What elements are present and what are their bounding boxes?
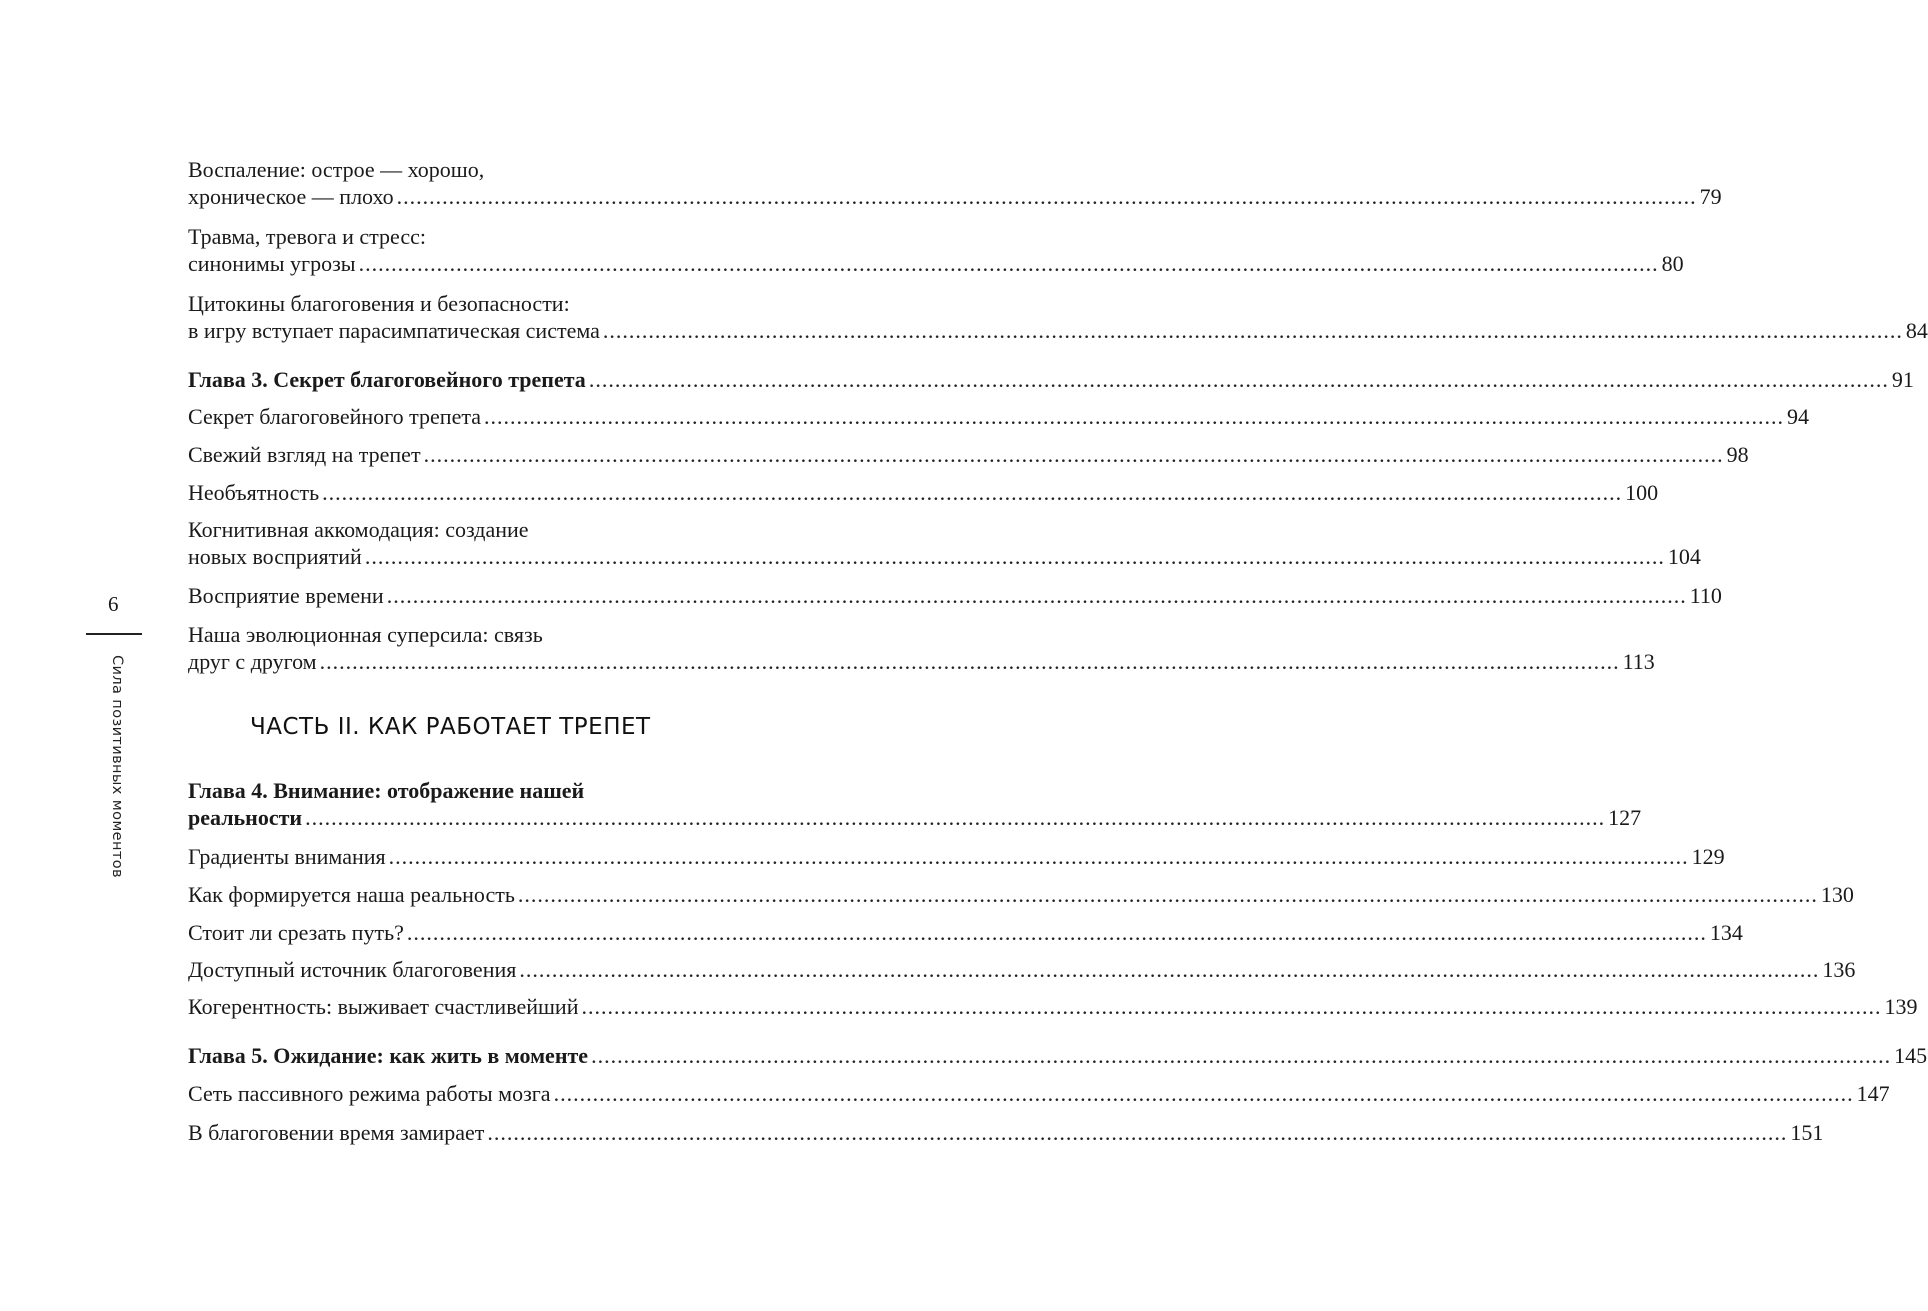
toc-entry <box>188 919 1743 946</box>
dot-leader: ........................................................................................................................................................................................................ <box>388 844 1689 869</box>
toc-entry-title: Необъятность <box>188 480 320 505</box>
dot-leader: ........................................................................................................................................................................................................ <box>588 367 1889 392</box>
dot-leader: ........................................................................................................................................................................................................ <box>553 1081 1854 1106</box>
toc-entry-line: Когнитивная аккомодация: создание <box>188 517 529 542</box>
toc-page-number: 136 <box>1822 957 1856 982</box>
toc-page-number: 100 <box>1625 480 1659 505</box>
toc-page-number: 104 <box>1667 544 1701 569</box>
dot-leader: ........................................................................................................................................................................................................ <box>358 251 1659 276</box>
dot-leader: ........................................................................................................................................................................................................ <box>591 1043 1892 1068</box>
toc-page-number: 139 <box>1884 994 1918 1019</box>
toc-page-number: 98 <box>1726 442 1749 467</box>
toc-entry <box>188 843 1725 870</box>
dot-leader: ........................................................................................................................................................................................................ <box>519 957 1820 982</box>
toc-entry-title: Свежий взгляд на трепет <box>188 442 421 467</box>
toc-entry-title: В благоговении время замирает <box>188 1120 485 1145</box>
dot-leader: ........................................................................................................................................................................................................ <box>396 184 1697 209</box>
toc-entry <box>188 881 1854 908</box>
toc-entry <box>188 479 1659 506</box>
margin-rule <box>86 633 142 635</box>
toc-entry <box>188 1119 1824 1146</box>
dot-leader: ........................................................................................................................................................................................................ <box>406 920 1707 945</box>
toc-entry-line: Травма, тревога и стресс: <box>188 224 426 249</box>
dot-leader: ........................................................................................................................................................................................................ <box>484 404 1784 429</box>
dot-leader: ........................................................................................................................................................................................................ <box>319 649 1620 674</box>
toc-chapter-entry <box>188 777 1642 831</box>
toc-page-number: 113 <box>1622 649 1655 674</box>
toc-entry-title: хроническое — плохо <box>188 184 394 209</box>
toc-entry-title: реальности <box>188 805 303 830</box>
toc-entry <box>188 290 1928 344</box>
toc-entry <box>188 956 1856 983</box>
toc-entry-title: в игру вступает парасимпатическая система <box>188 318 600 343</box>
dot-leader: ........................................................................................................................................................................................................ <box>487 1120 1788 1145</box>
part-heading: ЧАСТЬ II. КАК РАБОТАЕТ ТРЕПЕТ <box>250 714 651 740</box>
toc-entry-title: друг с другом <box>188 649 317 674</box>
dot-leader: ........................................................................................................................................................................................................ <box>423 442 1724 467</box>
toc-page-number: 94 <box>1787 404 1809 429</box>
toc-entry-title: Градиенты внимания <box>188 844 386 869</box>
toc-page-number: 129 <box>1691 844 1725 869</box>
toc-entry <box>188 223 1684 277</box>
toc-entry <box>188 516 1701 570</box>
toc-page-number: 147 <box>1856 1081 1890 1106</box>
toc-entry-title: Когерентность: выживает счастливейший <box>188 994 579 1019</box>
toc-page-number: 151 <box>1790 1120 1824 1145</box>
toc-page-number: 145 <box>1894 1043 1928 1068</box>
toc-entry <box>188 156 1722 210</box>
toc-entry-title: Глава 3. Секрет благоговейного трепета <box>188 367 586 392</box>
toc-entry-line: Цитокины благоговения и безопасности: <box>188 291 570 316</box>
toc-entry-title: Доступный источник благоговения <box>188 957 517 982</box>
toc-entry <box>188 621 1655 675</box>
dot-leader: ........................................................................................................................................................................................................ <box>581 994 1882 1019</box>
toc-page-number: 91 <box>1891 367 1914 392</box>
running-title: Сила позитивных моментов <box>109 655 125 878</box>
toc-entry <box>188 441 1749 468</box>
toc-entry-title: Глава 5. Ожидание: как жить в моменте <box>188 1043 589 1068</box>
toc-page-number: 80 <box>1661 251 1684 276</box>
toc-entry-title: новых восприятий <box>188 544 362 569</box>
toc-entry-title: Сеть пассивного режима работы мозга <box>188 1081 551 1106</box>
toc-entry-line: Воспаление: острое — хорошо, <box>188 157 485 182</box>
toc-entry <box>188 1080 1890 1107</box>
toc-entry-title: Как формируется наша реальность <box>188 882 515 907</box>
toc-entry-title: Стоит ли срезать путь? <box>188 920 404 945</box>
toc-entry-title: синонимы угрозы <box>188 251 356 276</box>
toc-entry-title: Секрет благоговейного трепета <box>188 404 481 429</box>
toc-entry-title: Восприятие времени <box>188 583 384 608</box>
toc-page-number: 110 <box>1689 583 1722 608</box>
dot-leader: ........................................................................................................................................................................................................ <box>517 882 1818 907</box>
dot-leader: ........................................................................................................................................................................................................ <box>602 318 1903 343</box>
toc-chapter-entry <box>188 1042 1928 1069</box>
toc-entry <box>188 582 1722 609</box>
dot-leader: ........................................................................................................................................................................................................ <box>305 805 1606 830</box>
toc-entry-line: Глава 4. Внимание: отображение нашей <box>188 778 585 803</box>
toc-entry <box>188 993 1918 1020</box>
page-number: 6 <box>108 592 119 616</box>
toc-chapter-entry <box>188 366 1914 393</box>
dot-leader: ........................................................................................................................................................................................................ <box>386 583 1687 608</box>
toc-entry-line: Наша эволюционная суперсила: связь <box>188 622 543 647</box>
toc-entry <box>188 403 1809 430</box>
toc-page-number: 79 <box>1699 184 1722 209</box>
dot-leader: ........................................................................................................................................................................................................ <box>322 480 1623 505</box>
toc-page-number: 127 <box>1608 805 1642 830</box>
dot-leader: ........................................................................................................................................................................................................ <box>364 544 1665 569</box>
toc-page-number: 134 <box>1709 920 1743 945</box>
toc-page-number: 84 <box>1905 318 1928 343</box>
toc-page-number: 130 <box>1820 882 1854 907</box>
